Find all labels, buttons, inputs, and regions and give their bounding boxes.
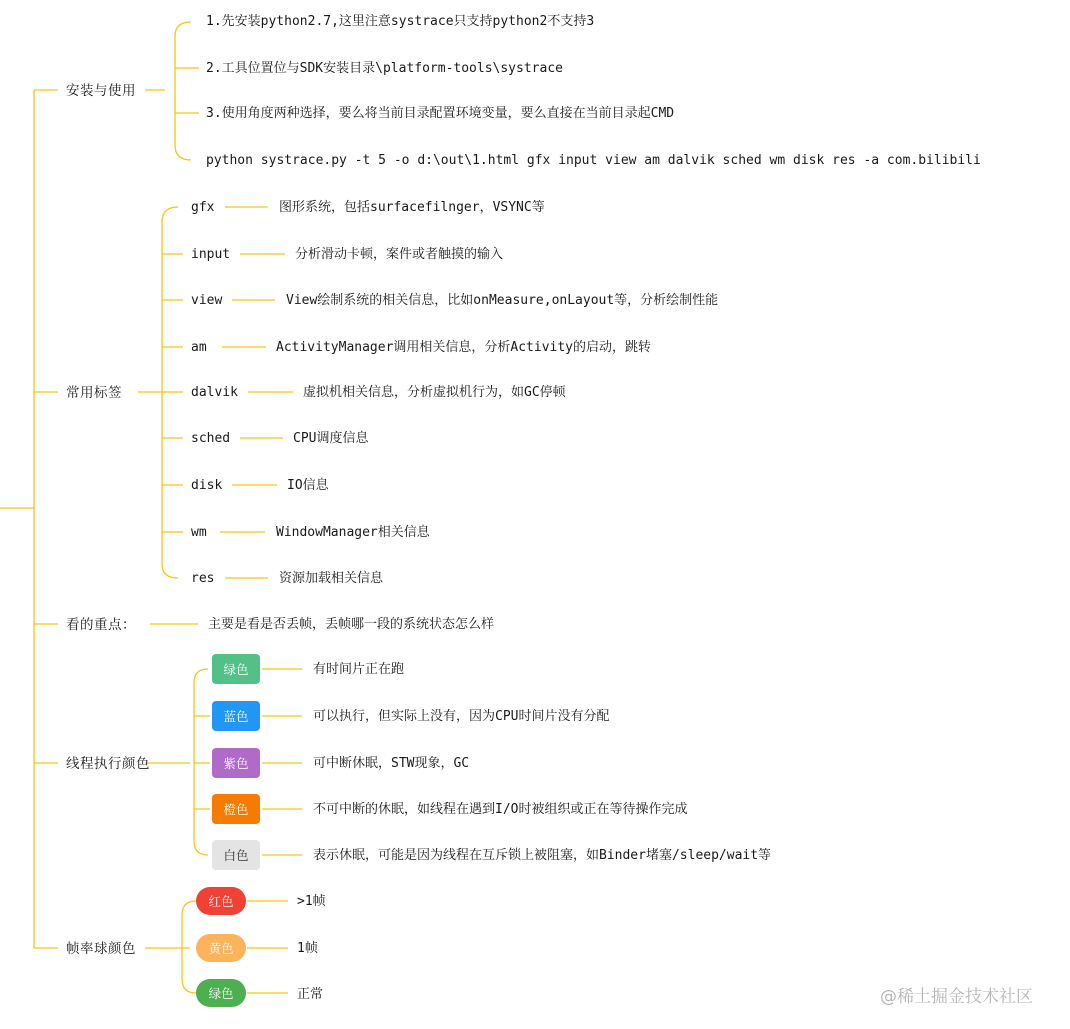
tag-name-input: input	[191, 247, 231, 262]
watermark: @稀土掘金技术社区	[880, 987, 1033, 1007]
install-command: python systrace.py -t 5 -o d:\out\1.html gfx input view am dalvik sched wm disk res -a com.bilibili	[206, 153, 981, 168]
tag-name-sched: sched	[191, 431, 231, 446]
frame-ball-desc-red: >1帧	[297, 894, 326, 909]
thread-color-tag-blue: 蓝色	[212, 701, 260, 731]
branch-focus-label: 看的重点：	[66, 617, 136, 633]
tag-desc-disk: IO信息	[287, 478, 329, 493]
tag-name-am: am	[191, 340, 207, 355]
tag-name-view: view	[191, 293, 223, 308]
tag-desc-dalvik: 虚拟机相关信息，分析虚拟机行为，如GC停顿	[303, 385, 566, 400]
thread-color-tag-orange: 橙色	[212, 794, 260, 824]
tag-desc-gfx: 图形系统，包括surfacefilnger，VSYNC等	[279, 200, 545, 215]
install-step-2: 2.工具位置位与SDK安装目录\platform-tools\systrace	[206, 61, 563, 76]
tag-desc-input: 分析滑动卡顿，案件或者触摸的输入	[295, 247, 504, 262]
thread-color-desc-orange: 不可中断的休眠，如线程在遇到I/O时被组织或正在等待操作完成	[313, 802, 688, 817]
frame-ball-tag-yellow: 黄色	[196, 934, 246, 962]
thread-color-tag-green: 绿色	[212, 654, 260, 684]
frame-ball-desc-green: 正常	[297, 987, 324, 1002]
tag-desc-sched: CPU调度信息	[293, 431, 369, 446]
tag-name-res: res	[191, 571, 215, 586]
tag-name-gfx: gfx	[191, 200, 215, 215]
branch-install-label: 安装与使用	[66, 83, 136, 99]
frame-ball-tag-green: 绿色	[196, 979, 246, 1007]
frame-ball-desc-yellow: 1帧	[297, 941, 318, 956]
branch-tags-label: 常用标签	[66, 385, 122, 401]
install-step-1: 1.先安装python2.7,这里注意systrace只支持python2不支持3	[206, 14, 595, 29]
install-step-3: 3.使用角度两种选择，要么将当前目录配置环境变量，要么直接在当前目录起CMD	[206, 106, 675, 121]
thread-color-desc-white: 表示休眠，可能是因为线程在互斥锁上被阻塞，如Binder堵塞/sleep/wait等	[313, 848, 772, 863]
tag-desc-view: View绘制系统的相关信息，比如onMeasure,onLayout等，分析绘制性能	[286, 293, 719, 308]
thread-color-tag-white: 白色	[212, 840, 260, 870]
thread-color-desc-blue: 可以执行，但实际上没有，因为CPU时间片没有分配	[313, 709, 610, 724]
frame-ball-tag-red: 红色	[196, 887, 246, 915]
tag-name-disk: disk	[191, 478, 223, 493]
branch-thread-colors-label: 线程执行颜色	[66, 756, 150, 772]
focus-desc: 主要是看是否丢帧，丢帧哪一段的系统状态怎么样	[208, 617, 495, 632]
tag-name-wm: wm	[191, 525, 207, 540]
branch-frame-colors-label: 帧率球颜色	[66, 941, 136, 957]
thread-color-desc-purple: 可中断休眠，STW现象，GC	[313, 756, 470, 771]
thread-color-tag-purple: 紫色	[212, 748, 260, 778]
tag-desc-am: ActivityManager调用相关信息，分析Activity的启动，跳转	[276, 340, 652, 355]
tag-desc-res: 资源加载相关信息	[279, 571, 384, 586]
thread-color-desc-green: 有时间片正在跑	[313, 662, 405, 677]
tag-desc-wm: WindowManager相关信息	[276, 525, 430, 540]
tag-name-dalvik: dalvik	[191, 385, 238, 400]
